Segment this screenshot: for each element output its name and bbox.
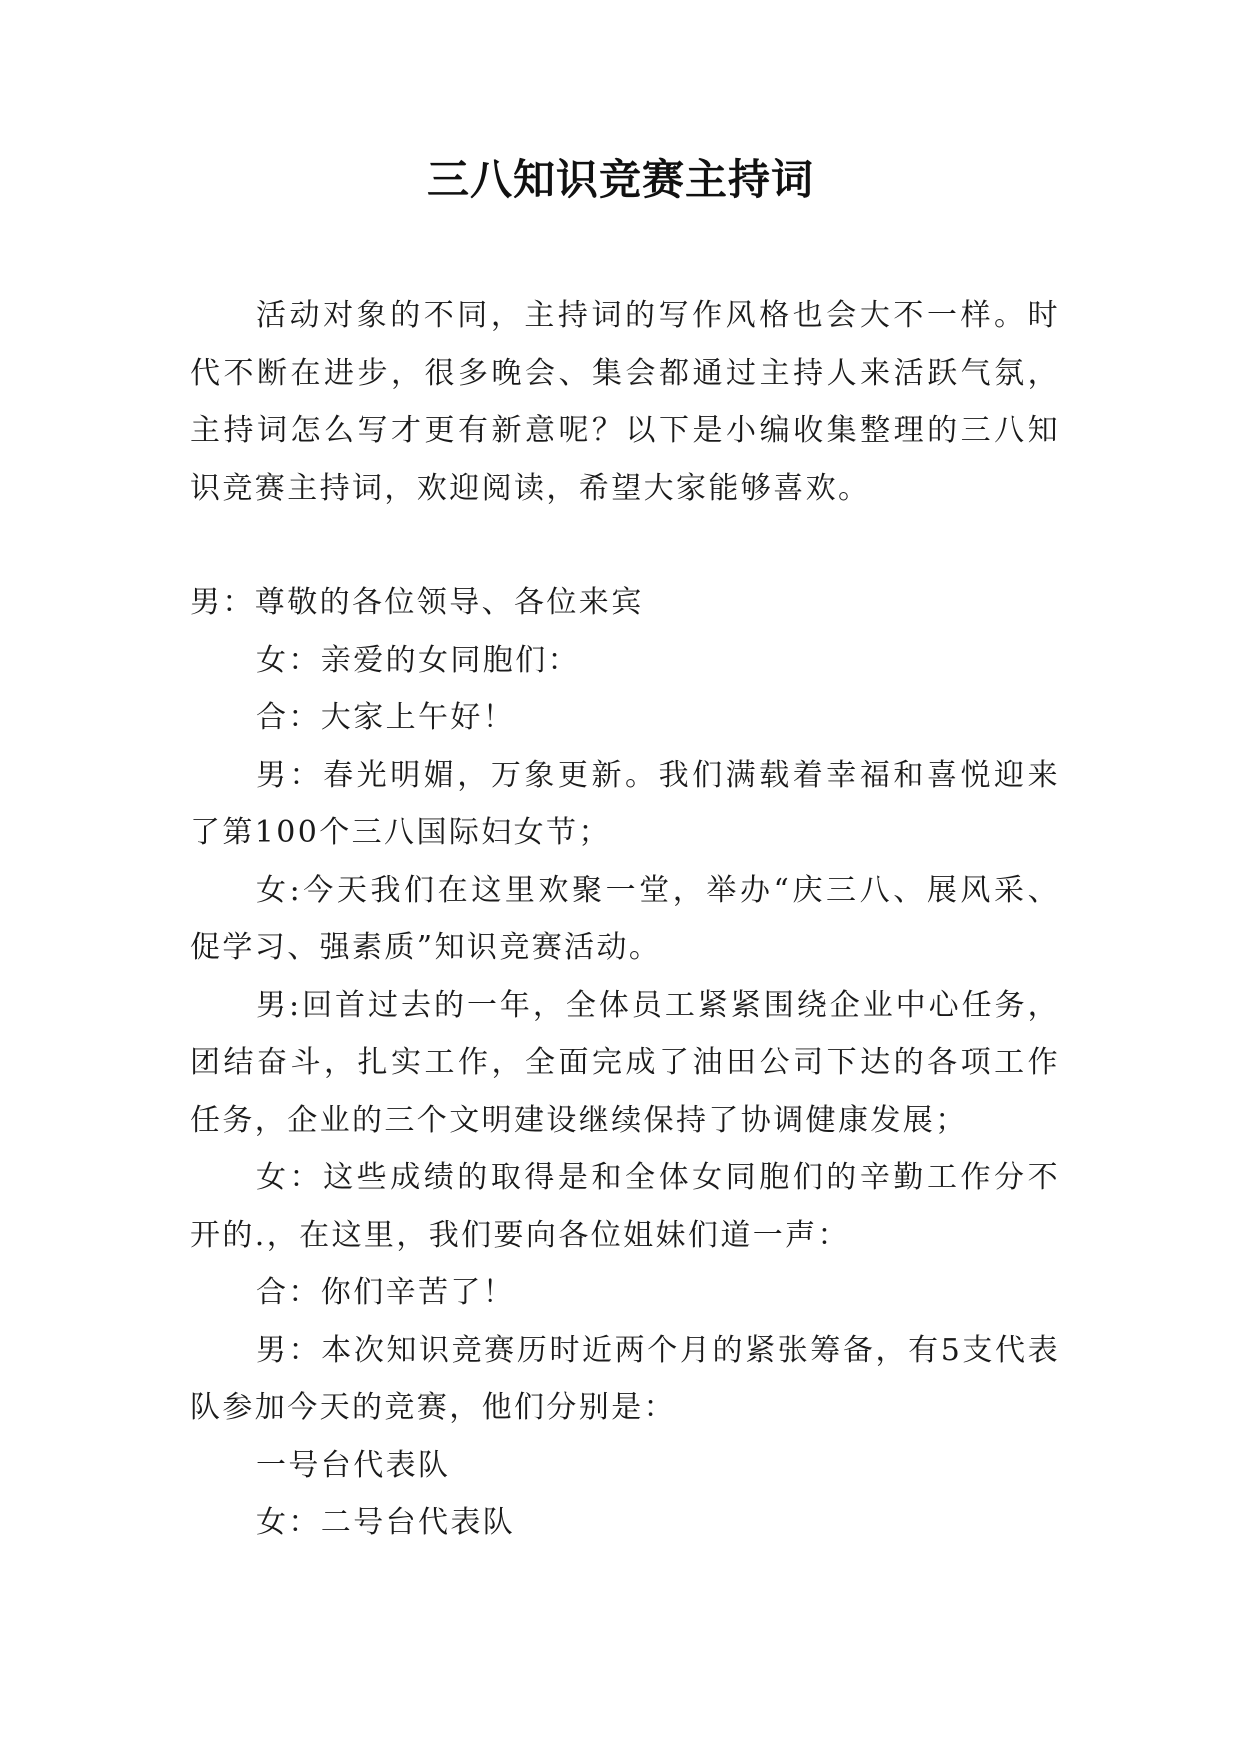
dialogue-line: 女：二号台代表队 bbox=[256, 1505, 516, 1540]
dialogue-line: 合：你们辛苦了！ bbox=[256, 1275, 516, 1310]
dialogue-line: 男：春光明媚，万象更新。我们满载着幸福和喜悦迎来了第100个三八国际妇女节； bbox=[190, 757, 1060, 850]
dialogue-line: 女：亲爱的女同胞们： bbox=[256, 642, 580, 678]
dialogue-line: 男：本次知识竞赛历时近两个月的紧张筹备，有5支代表队参加今天的竞赛，他们分别是： bbox=[190, 1332, 1060, 1425]
dialogue-line: 合：大家上午好！ bbox=[256, 700, 516, 735]
document-body bbox=[190, 287, 1060, 1552]
document-title: 三八知识竞赛主持词 bbox=[426, 155, 814, 204]
dialogue-section bbox=[190, 574, 1060, 1552]
dialogue-line: 男:回首过去的一年，全体员工紧紧围绕企业中心任务，团结奋斗，扎实工作，全面完成了油田公司下达的各项工作任务，企业的三个文明建设继续保持了协调健康发展； bbox=[190, 987, 1060, 1138]
dialogue-line: 女：这些成绩的取得是和全体女同胞们的辛勤工作分不开的.，在这里，我们要向各位姐妹们道一声： bbox=[190, 1160, 1060, 1253]
dialogue-line: 一号台代表队 bbox=[256, 1447, 451, 1483]
dialogue-line: 男：尊敬的各位领导、各位来宾 bbox=[190, 585, 644, 620]
intro-paragraph: 活动对象的不同，主持词的写作风格也会大不一样。时代不断在进步，很多晚会、集会都通过主持人来活跃气氛，主持词怎么写才更有新意呢？以下是小编收集整理的三八知识竞赛主持词，欢迎阅读，希望大家能够喜欢。 bbox=[190, 298, 1060, 506]
dialogue-line: 女:今天我们在这里欢聚一堂，举办“庆三八、展风采、促学习、强素质”知识竞赛活动。 bbox=[190, 872, 1060, 965]
